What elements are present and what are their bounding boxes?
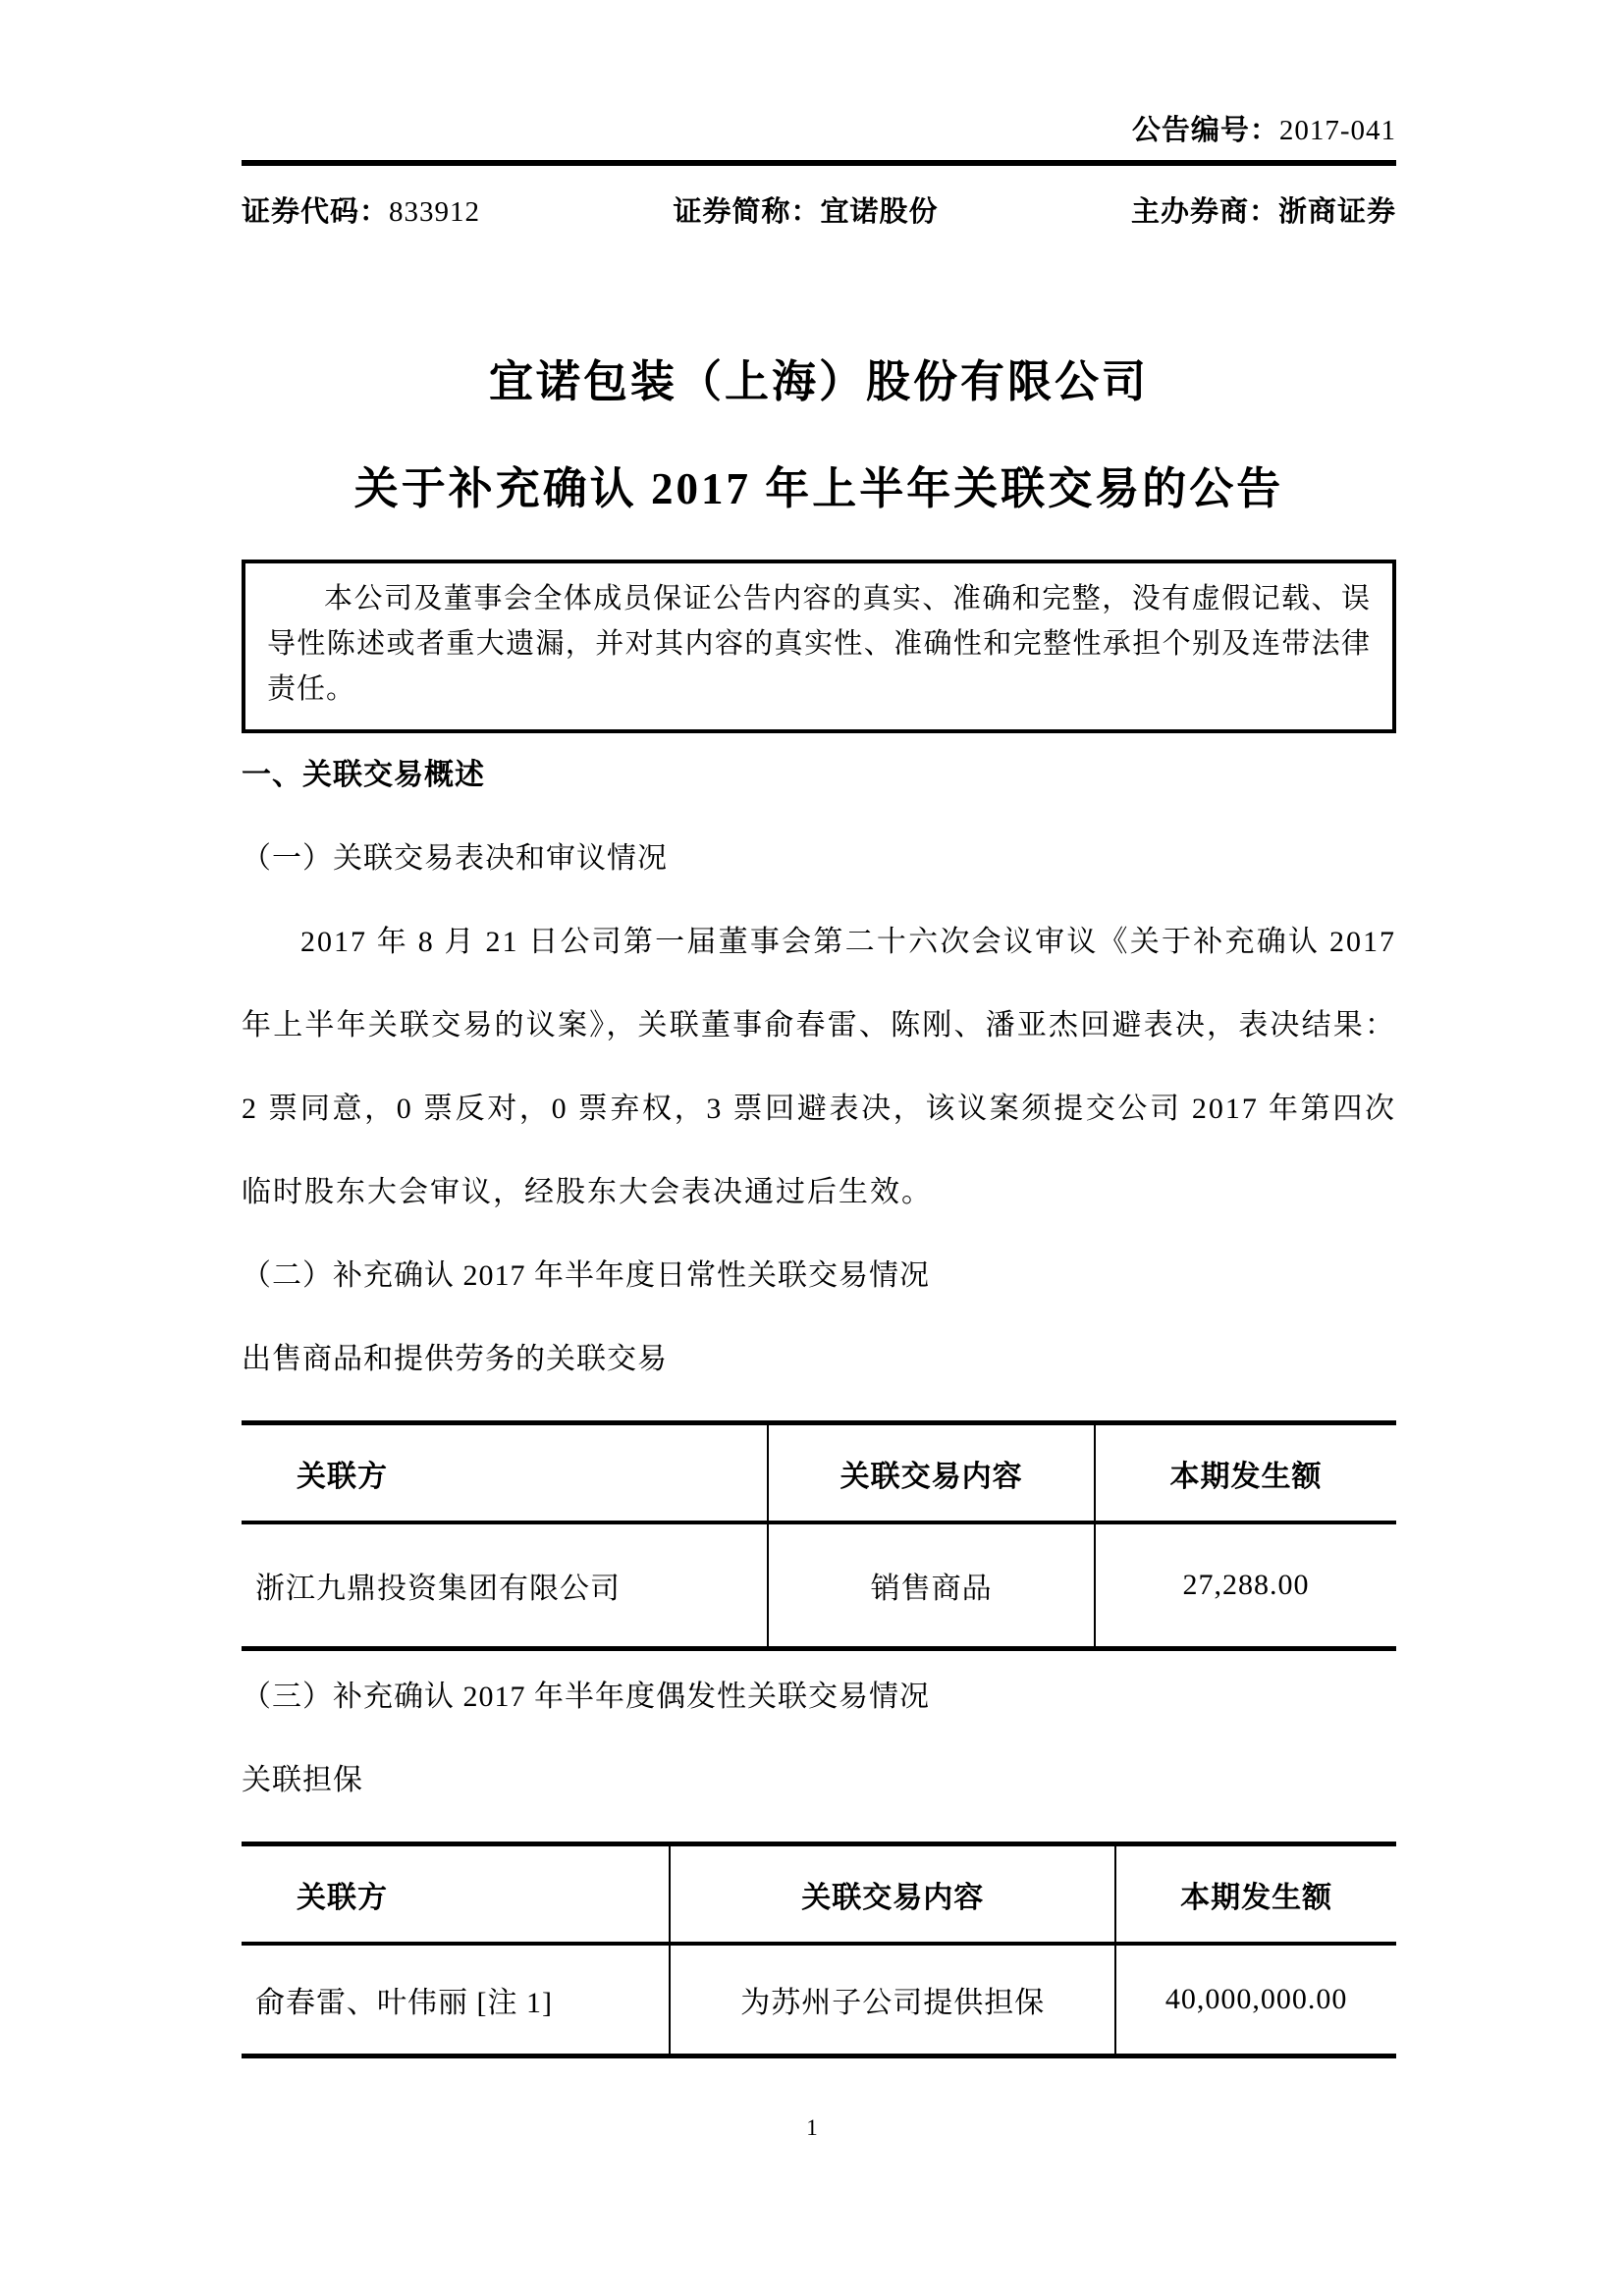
company-title: 宜诺包装（上海）股份有限公司	[488, 357, 1149, 406]
security-abbr-value: 宜诺股份	[820, 196, 939, 228]
section-1-heading: 一、关联交易概述	[242, 759, 485, 792]
security-code	[242, 189, 480, 230]
table-cell-content: 销售商品	[768, 1522, 1095, 1649]
related-guarantee-subheading: 关联担保	[242, 1764, 363, 1797]
security-code-label: 证券代码：	[242, 196, 390, 228]
table-row	[242, 1944, 1396, 2056]
securities-info-row	[242, 189, 1396, 230]
disclaimer-text: 本公司及董事会全体成员保证公告内容的真实、准确和完整，没有虚假记载、误导性陈述或者重大遗漏，并对其内容的真实性、准确性和完整性承担个别及连带法律责任。	[267, 583, 1371, 705]
announcement-title: 关于补充确认 2017 年上半年关联交易的公告	[353, 464, 1284, 513]
daily-transactions-table	[242, 1420, 1396, 1651]
announcement-number-label: 公告编号：	[1131, 115, 1279, 146]
table-header-cell-amount: 本期发生额	[1095, 1423, 1396, 1523]
security-abbr	[673, 189, 938, 230]
announcement-number	[242, 108, 1396, 148]
sponsor-broker	[1131, 189, 1396, 230]
table-cell-content: 为苏州子公司提供担保	[670, 1944, 1115, 2056]
sponsor-broker-label: 主办券商：	[1130, 196, 1278, 228]
table-header-row	[242, 1423, 1396, 1523]
security-code-value: 833912	[389, 196, 481, 228]
table-header-cell-party: 关联方	[242, 1423, 768, 1523]
section-1-3-heading: （三）补充确认 2017 年半年度偶发性关联交易情况	[242, 1681, 930, 1714]
table-header-row	[242, 1844, 1396, 1945]
table-cell-amount: 40,000,000.00	[1115, 1944, 1396, 2056]
table-header-cell-party: 关联方	[242, 1844, 670, 1945]
sponsor-broker-value: 浙商证券	[1277, 196, 1396, 228]
disclaimer-box	[242, 560, 1396, 733]
page-number: 1	[806, 2115, 818, 2140]
daily-transactions-subheading: 出售商品和提供劳务的关联交易	[242, 1343, 668, 1376]
table-row	[242, 1522, 1396, 1649]
security-abbr-label: 证券简称：	[673, 196, 821, 228]
table-header-cell-content: 关联交易内容	[768, 1423, 1095, 1523]
section-1-1-heading: （一）关联交易表决和审议情况	[242, 842, 668, 876]
board-meeting-paragraph: 2017 年 8 月 21 日公司第一届董事会第二十六次会议审议《关于补充确认 2017 年上半年关联交易的议案》，关联董事俞春雷、陈刚、潘亚杰回避表决，表决结果：2 票同意，0 票反对，0 票弃权，3 票回避表决，该议案须提交公司 2017 年第四次临时股东大会审议，经股东大会表决通过后生效。	[242, 926, 1396, 1209]
occasional-transactions-table	[242, 1842, 1396, 2058]
section-1-2-heading: （二）补充确认 2017 年半年度日常性关联交易情况	[242, 1259, 930, 1293]
announcement-number-value: 2017-041	[1278, 115, 1396, 146]
table-cell-party: 俞春雷、叶伟丽 [注 1]	[242, 1944, 670, 2056]
table-cell-amount: 27,288.00	[1095, 1522, 1396, 1649]
header-divider	[242, 160, 1396, 166]
table-cell-party: 浙江九鼎投资集团有限公司	[242, 1522, 768, 1649]
table-header-cell-amount: 本期发生额	[1115, 1844, 1396, 1945]
table-header-cell-content: 关联交易内容	[670, 1844, 1115, 1945]
